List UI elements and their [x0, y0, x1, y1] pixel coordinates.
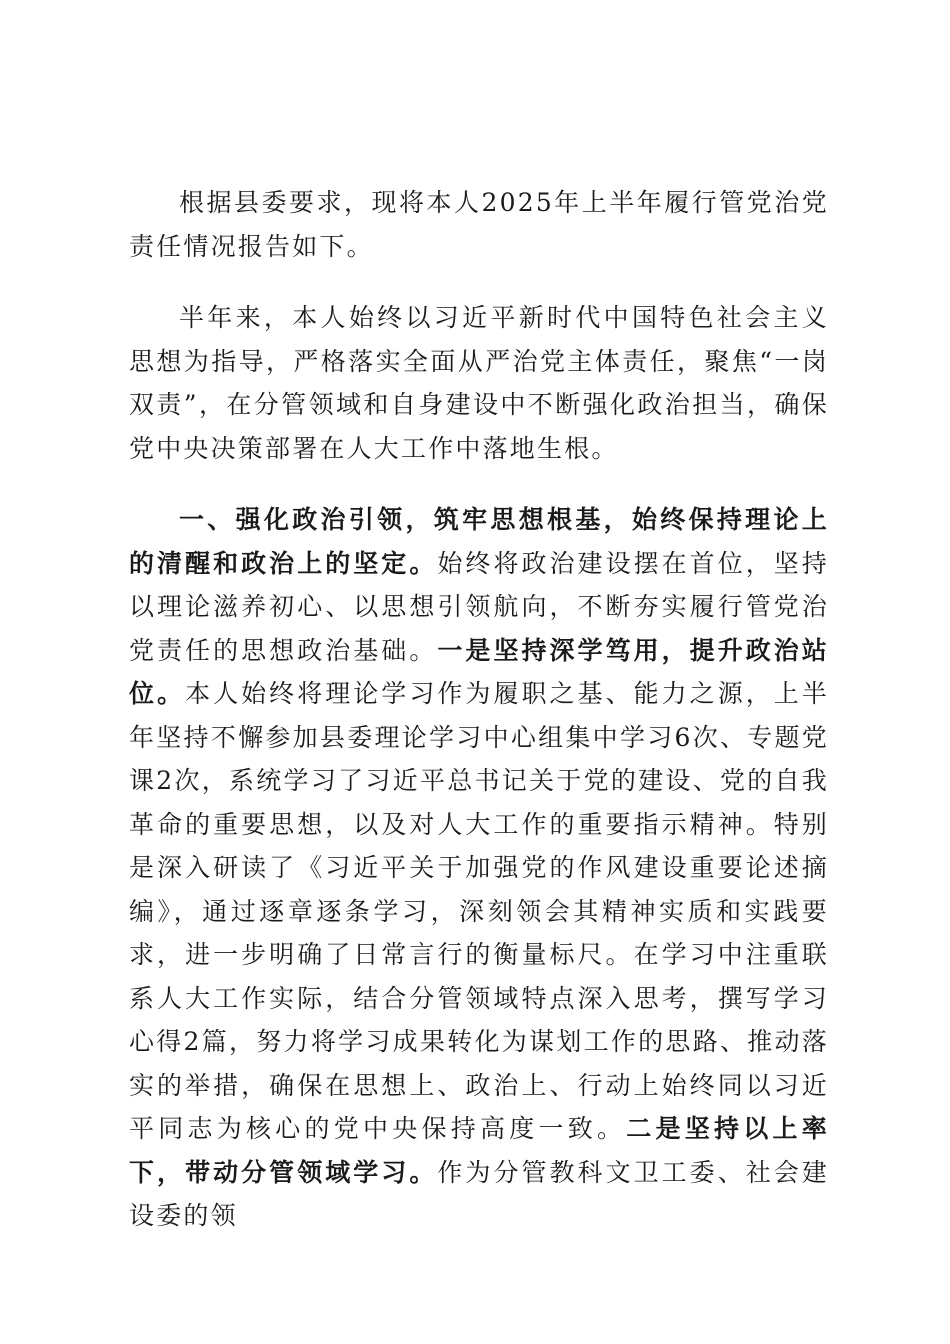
- section-one-paragraph: [129, 498, 829, 1238]
- intro-paragraph: [129, 181, 829, 268]
- summary-paragraph: [129, 296, 829, 470]
- section-one-text: 始终将政治建设摆在首位，坚持以理论滋养初心、以思想引领航向，不断夯实履行管党治党责任的思想政治基础。: [129, 548, 830, 665]
- subpoint-one-text: 本人始终将理论学习作为履职之基、能力之源，上半年坚持不懈参加县委理论学习中心组集中学习6次、专题党课2次，系统学习了习近平总书记关于党的建设、党的自我革命的重要思想，以及对人大工作的重要指示精神。特别是深入研读了《习近平关于加强党的作风建设重要论述摘编》，通过逐章逐条学习，深刻领会其精神实质和实践要求，进一步明确了日常言行的衡量标尺。在学习中注重联系人大工作实际，结合分管领域特点深入思考，撰写学习心得2篇，努力将学习成果转化为谋划工作的思路、推动落实的举措，确保在思想上、政治上、行动上始终同以习近平同志为核心的党中央保持高度一致。: [129, 679, 829, 1143]
- subpoint-one-heading: 一是坚持深学笃用，提升政治站位。: [129, 635, 830, 708]
- paragraph-gap: [129, 470, 829, 498]
- section-one-heading: 一、强化政治引领，筑牢思想根基，始终保持理论上的清醒和政治上的坚定。: [129, 505, 829, 578]
- document-body: [129, 181, 829, 1238]
- subpoint-two-text: 作为分管教科文卫工委、社会建设委的领: [129, 1157, 830, 1230]
- subpoint-two-heading: 二是坚持以上率下，带动分管领域学习。: [129, 1114, 829, 1187]
- summary-text: 半年来，本人始终以习近平新时代中国特色社会主义思想为指导，严格落实全面从严治党主体责任，聚焦“一岗双责”，在分管领域和自身建设中不断强化政治担当，确保党中央决策部署在人大工作中落地生根。: [129, 303, 829, 463]
- intro-text: 根据县委要求，现将本人2025年上半年履行管党治党责任情况报告如下。: [129, 188, 829, 261]
- paragraph-gap: [129, 268, 829, 296]
